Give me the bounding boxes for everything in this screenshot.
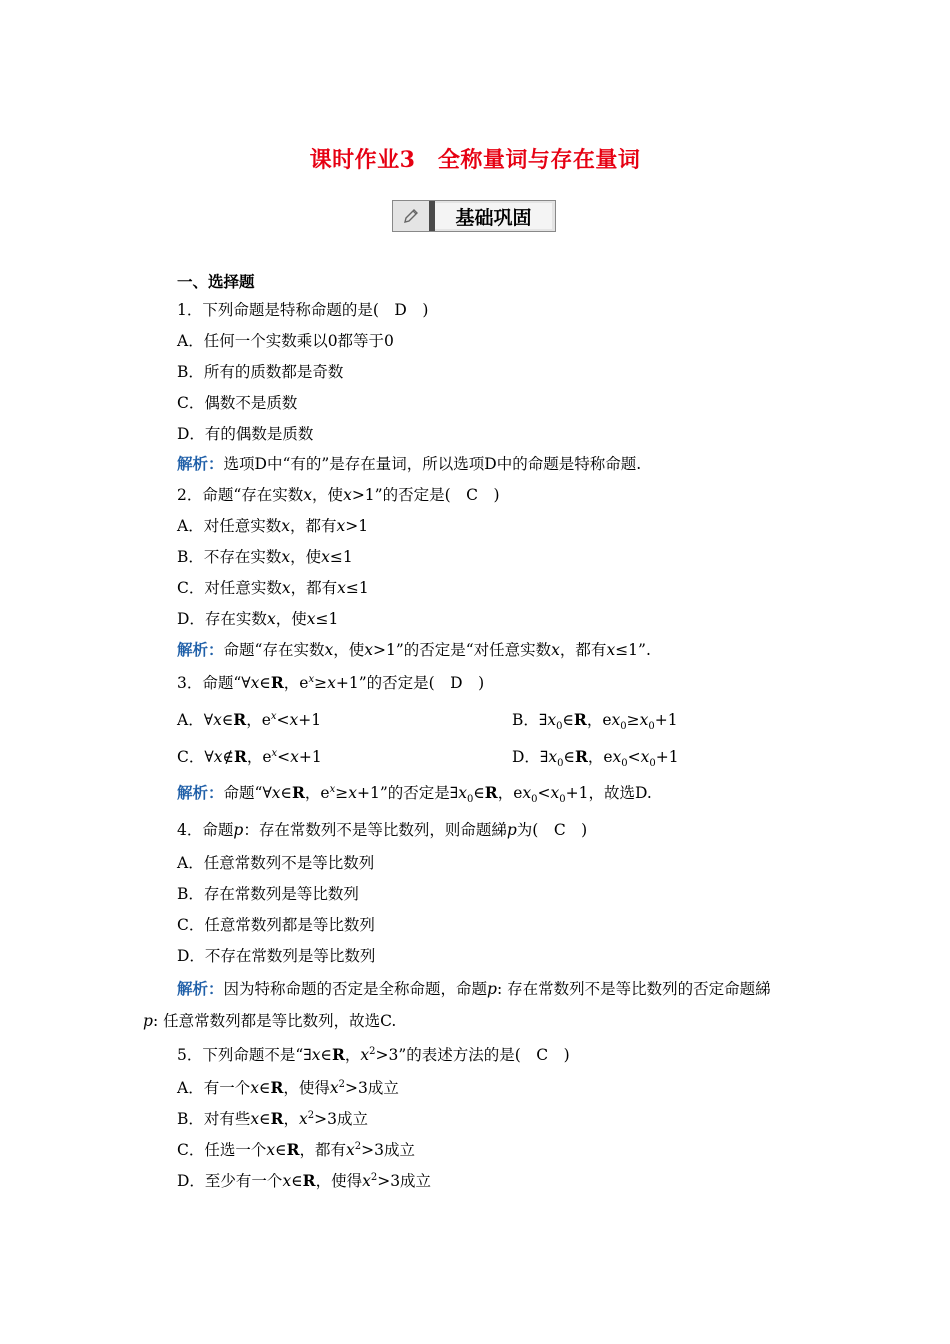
q3-option-c: C．∀x∉R，$e^x<x+1$ xyxy=(177,747,322,766)
banner-label: 基础巩固 xyxy=(435,203,552,229)
q2-option-c: C．对任意实数x，都有x≤1 xyxy=(177,579,369,597)
q4-option-b: B．存在常数列是等比数列 xyxy=(177,885,359,903)
page-title: 课时作业3 全称量词与存在量词 xyxy=(309,147,641,173)
q1-option-a: A．任何一个实数乘以0都等于0 xyxy=(177,332,394,350)
q4-option-c: C．任意常数列都是等比数列 xyxy=(177,916,375,934)
q5-option-d: D．至少有一个x∈R，使得$x^2>3$成立 xyxy=(177,1171,432,1190)
q2-option-b: B．不存在实数x，使x≤1 xyxy=(177,548,353,566)
q3-option-a: A．∀x∈R，$e^x<x+1$ xyxy=(177,710,322,729)
q3-stem: 3．命题“∀x∈R，$e^x\ge x+1$”的否定是( D ) xyxy=(177,673,485,692)
q4-option-a: A．任意常数列不是等比数列 xyxy=(177,854,375,872)
q1-stem: 1．下列命题是特称命题的是( D ) xyxy=(177,301,429,319)
q4-explanation-line1: 解析：因为特称命题的否定是全称命题，命题p: 存在常数列不是等比数列的否定命题綈 xyxy=(177,979,771,998)
q4-option-d: D．不存在常数列是等比数列 xyxy=(177,947,376,965)
q3-option-b: B．$\exists x_0\in R$，$ex_0\ge x_0+1$ xyxy=(512,710,678,733)
q1-explanation xyxy=(177,454,641,474)
q5-stem: 5．下列命题不是“∃x∈R，$x^2>3$”的表述方法的是( C ) xyxy=(177,1045,570,1064)
explanation-label: 解析： xyxy=(177,454,224,473)
q1-option-c: C．偶数不是质数 xyxy=(177,394,298,412)
section-banner xyxy=(392,200,556,232)
q3-option-d: D．$\exists x_0\in R$，$ex_0<x_0+1$ xyxy=(512,747,679,770)
q2-option-a: A．对任意实数x，都有x>1 xyxy=(177,517,369,535)
q5-option-b: B．对有些x∈R，$x^2>3$成立 xyxy=(177,1109,369,1128)
section-heading: 一、选择题 xyxy=(177,272,255,291)
q4-stem: 4．命题p：存在常数列不是等比数列，则命题綈p为( C ) xyxy=(177,821,588,839)
q5-option-a: A．有一个x∈R，使得$x^2>3$成立 xyxy=(177,1078,399,1097)
q1-option-d: D．有的偶数是质数 xyxy=(177,425,314,443)
q2-option-d: D．存在实数x，使x≤1 xyxy=(177,610,339,628)
q1-option-b: B．所有的质数都是奇数 xyxy=(177,363,344,381)
pencil-icon xyxy=(393,201,429,231)
q4-explanation-line2: p: 任意常数列都是等比数列，故选C. xyxy=(143,1012,397,1030)
q2-stem: 2．命题“存在实数x，使x>1”的否定是( C ) xyxy=(177,486,500,504)
q2-explanation: 解析：命题“存在实数x，使x>1”的否定是“对任意实数x，都有x≤1”. xyxy=(177,640,651,659)
q5-option-c: C．任选一个x∈R，都有$x^2>3$成立 xyxy=(177,1140,415,1159)
explanation-text: 选项D中“有的”是存在量词，所以选项D中的命题是特称命题. xyxy=(223,455,642,473)
q3-explanation: 解析：命题“∀x∈R，$e^x\ge x+1$”的否定是$\exists x_0\in R$，$ex_0<x_0+1$，故选D. xyxy=(177,783,652,806)
